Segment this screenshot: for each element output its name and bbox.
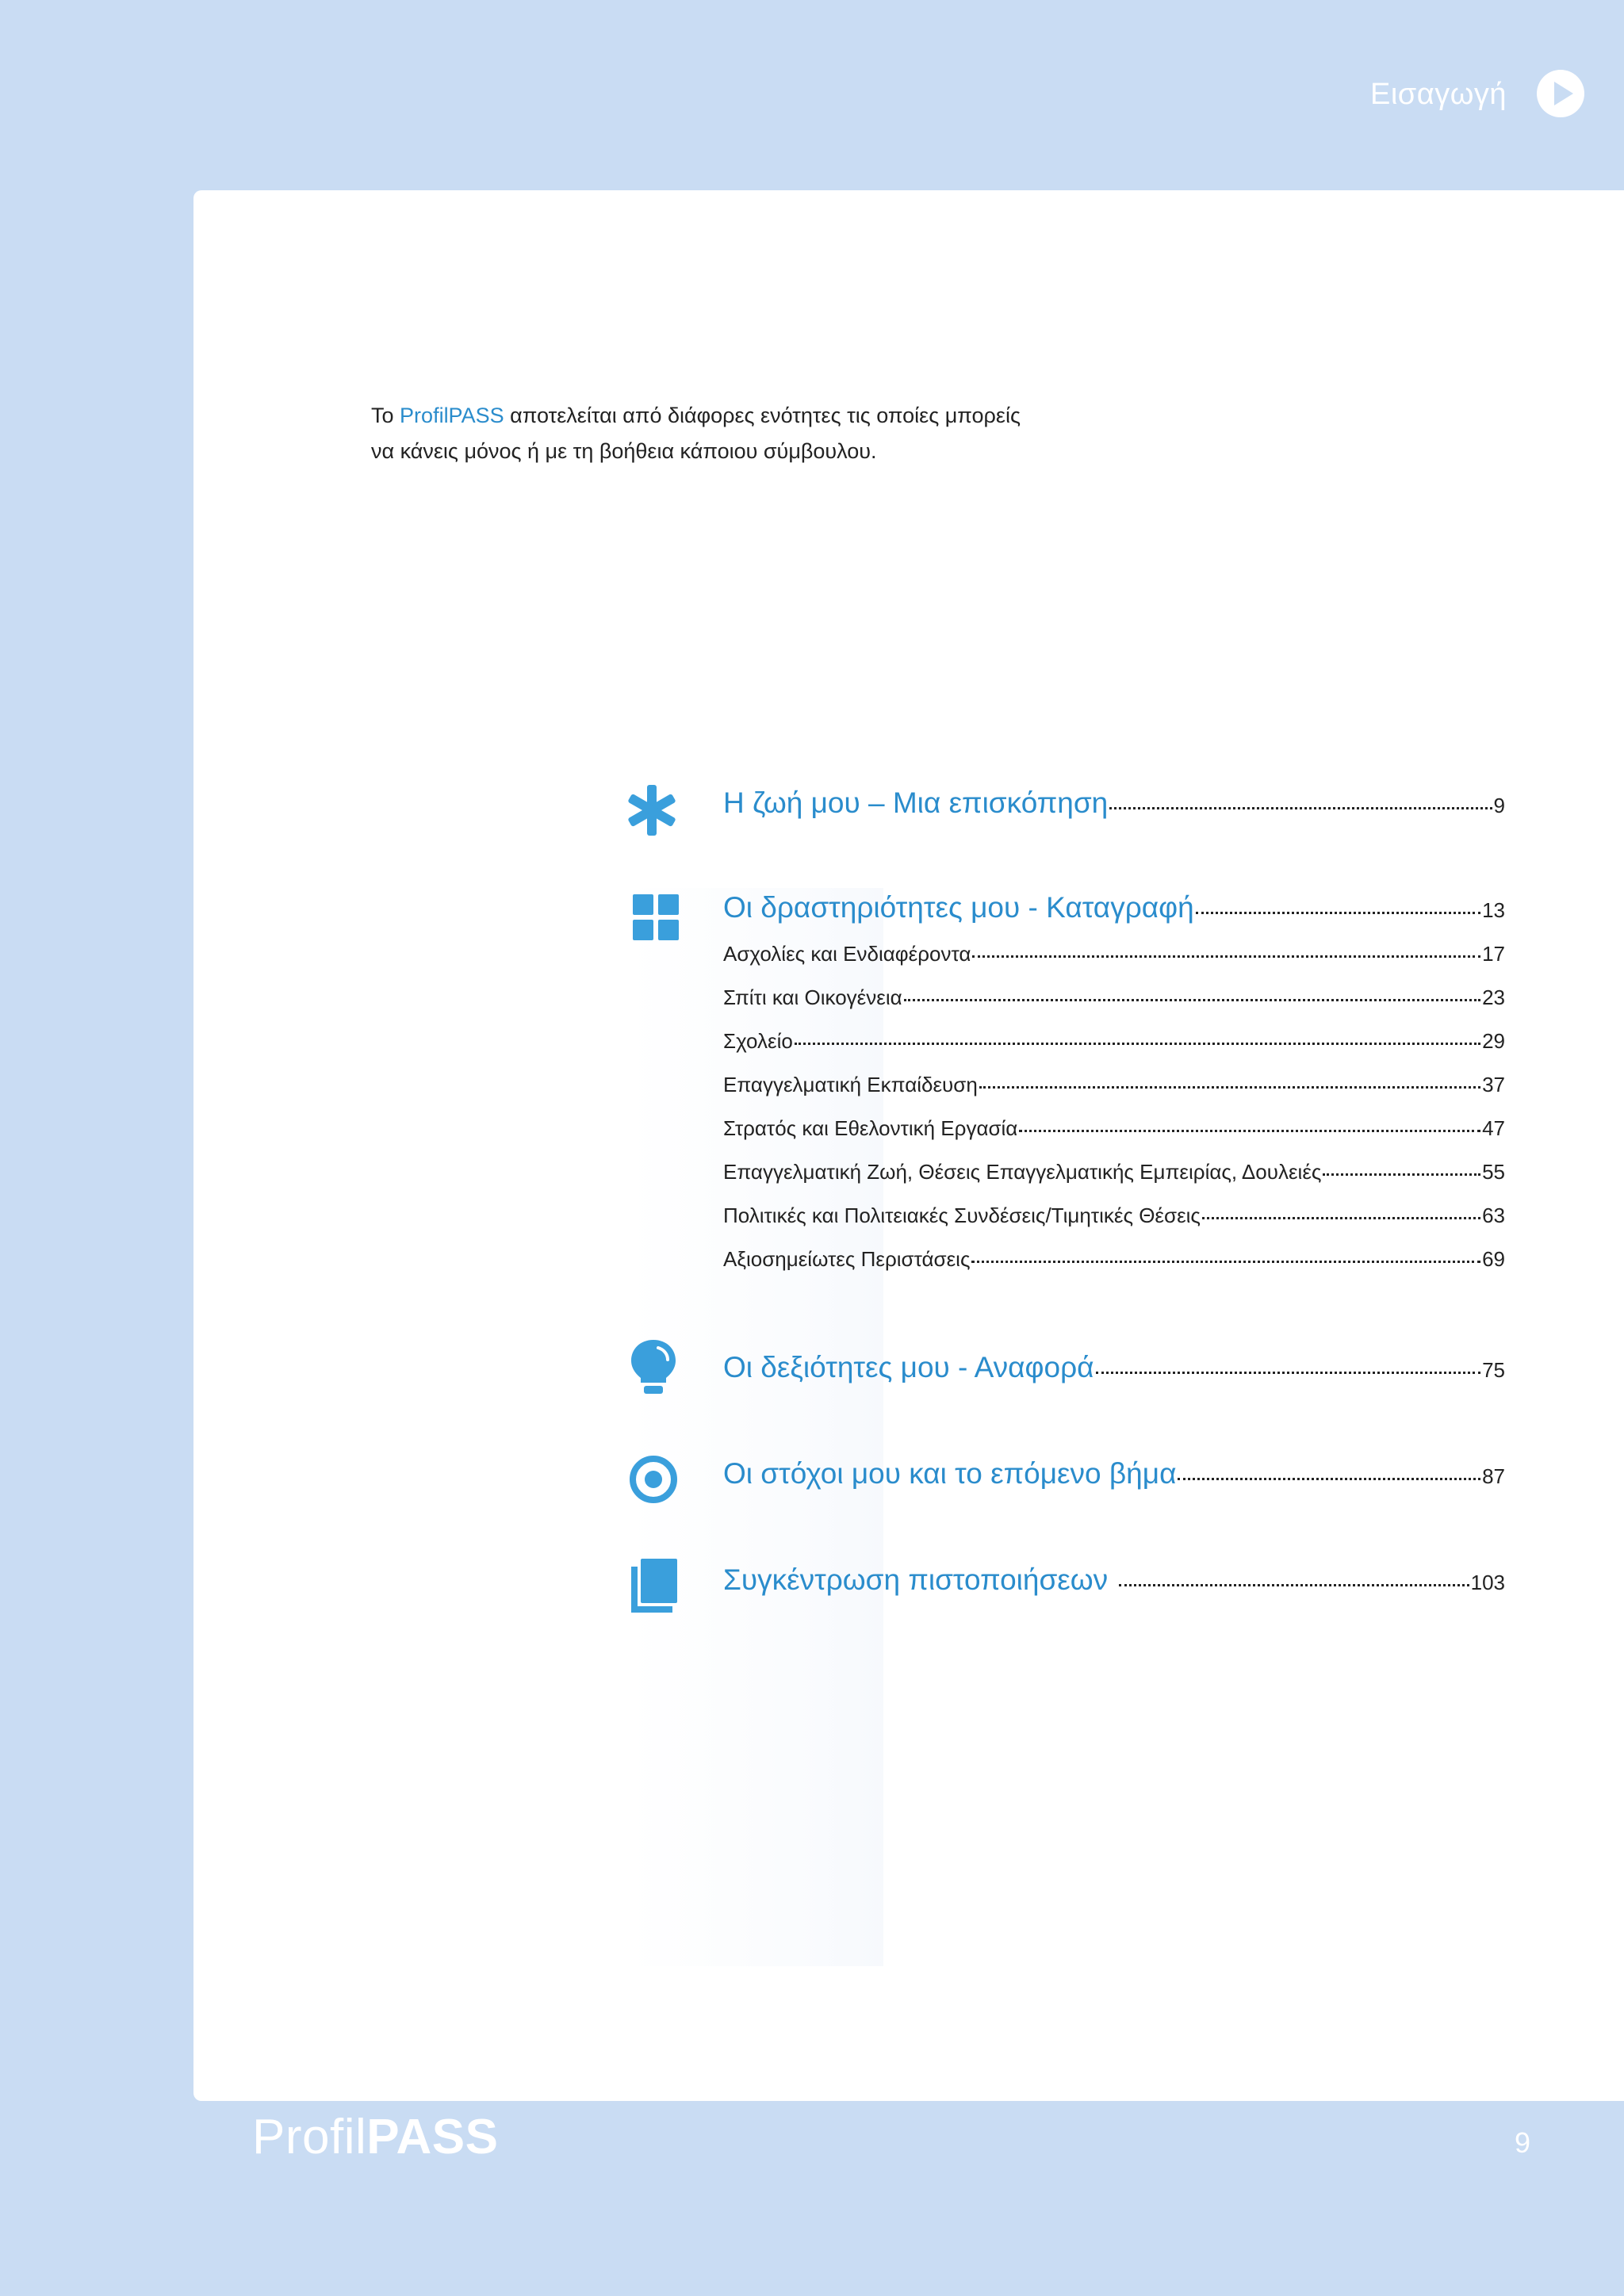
toc-leader	[1096, 1371, 1481, 1374]
toc-subentry[interactable]	[723, 985, 1505, 1010]
toc-entry-certificates[interactable]	[723, 1563, 1505, 1597]
toc-subentry-page: 55	[1482, 1160, 1505, 1184]
intro-text-line2: να κάνεις μόνος ή με τη βοήθεια κάποιου σύμβουλου.	[371, 439, 877, 463]
toc-entry-page: 13	[1482, 898, 1505, 922]
toc-entry-page: 75	[1482, 1358, 1505, 1382]
toc-leader	[1109, 806, 1492, 809]
toc-subentry-title: Στρατός και Εθελοντική Εργασία	[723, 1116, 1018, 1140]
toc-subentry-page: 69	[1482, 1247, 1505, 1271]
toc-leader	[1196, 911, 1480, 914]
target-icon	[628, 1451, 679, 1508]
toc-subentry[interactable]	[723, 1073, 1505, 1097]
intro-text-prefix: Το	[371, 404, 400, 427]
lightbulb-icon	[628, 1338, 679, 1395]
toc-leader	[795, 1042, 1480, 1045]
toc-subentry-page: 63	[1482, 1203, 1505, 1227]
toc-entry-page: 87	[1482, 1464, 1505, 1488]
intro-paragraph	[371, 398, 1085, 469]
toc-subentry-title: Επαγγελματική Ζωή, Θέσεις Επαγγελματικής Εμπειρίας, Δουλειές	[723, 1160, 1322, 1184]
toc-entry-goals[interactable]	[723, 1457, 1505, 1490]
footer-logo-bold: PASS	[366, 2110, 499, 2164]
toc-leader	[1202, 1216, 1480, 1219]
toc-subentry-page: 17	[1482, 942, 1505, 966]
page-number: 9	[1515, 2126, 1531, 2159]
toc-entry-title: Οι δραστηριότητες μου - Καταγραφή	[723, 891, 1194, 924]
toc-subentry-page: 23	[1482, 985, 1505, 1009]
toc-subentry[interactable]	[723, 1160, 1505, 1184]
toc-entry-title: Συγκέντρωση πιστοποιήσεων	[723, 1563, 1109, 1596]
book-icon	[630, 1557, 680, 1614]
toc-entry-title: Οι δεξιότητες μου - Αναφορά	[723, 1351, 1094, 1383]
content-card	[193, 190, 1624, 2101]
toc-subentry[interactable]	[723, 1116, 1505, 1141]
toc-leader	[971, 1260, 1480, 1263]
toc-subentry-title: Σχολείο	[723, 1029, 793, 1053]
toc-subentry-title: Ασχολίες και Ενδιαφέροντα	[723, 942, 971, 966]
toc-leader	[1323, 1173, 1480, 1176]
toc-subentry-page: 29	[1482, 1029, 1505, 1053]
grid-icon	[631, 890, 682, 947]
toc-leader	[1019, 1129, 1480, 1132]
toc-entry-activities[interactable]	[723, 891, 1505, 924]
toc-subentry-page: 47	[1482, 1116, 1505, 1140]
toc-entry-life[interactable]	[723, 786, 1505, 820]
toc-subentry[interactable]	[723, 1247, 1505, 1272]
toc-entry-title: Η ζωή μου – Μια επισκόπηση	[723, 786, 1109, 819]
toc-entry-page: 9	[1493, 794, 1505, 817]
toc-leader	[1178, 1477, 1480, 1480]
intro-text-suffix: αποτελείται από διάφορες ενότητες τις οποίες μπορείς	[504, 404, 1021, 427]
toc-entry-title: Οι στόχοι μου και το επόμενο βήμα	[723, 1457, 1177, 1490]
toc-leader	[904, 998, 1480, 1001]
toc-subentry-page: 37	[1482, 1073, 1505, 1096]
asterisk-icon	[626, 782, 677, 839]
toc-subentry-title: Πολιτικές και Πολιτειακές Συνδέσεις/Τιμητικές Θέσεις	[723, 1203, 1201, 1227]
toc-leader	[972, 955, 1480, 958]
toc-subentry-title: Επαγγελματική Εκπαίδευση	[723, 1073, 978, 1096]
toc-subentry[interactable]	[723, 942, 1505, 966]
footer-logo-light: Profil	[252, 2110, 367, 2164]
toc-subentry-title: Σπίτι και Οικογένεια	[723, 985, 902, 1009]
toc-subentry[interactable]	[723, 1203, 1505, 1228]
toc-subentry[interactable]	[723, 1029, 1505, 1054]
toc-entry-skills[interactable]	[723, 1351, 1505, 1384]
page-header	[0, 0, 1624, 190]
toc-leader	[1119, 1583, 1469, 1586]
intro-brand: ProfilPASS	[400, 404, 504, 427]
toc-subentry-title: Αξιοσημείωτες Περιστάσεις	[723, 1247, 971, 1271]
toc-leader	[979, 1085, 1480, 1089]
play-icon	[1537, 70, 1584, 117]
footer-logo	[252, 2109, 499, 2165]
toc-entry-page: 103	[1470, 1571, 1505, 1594]
section-title: Εισαγωγή	[1369, 78, 1507, 111]
